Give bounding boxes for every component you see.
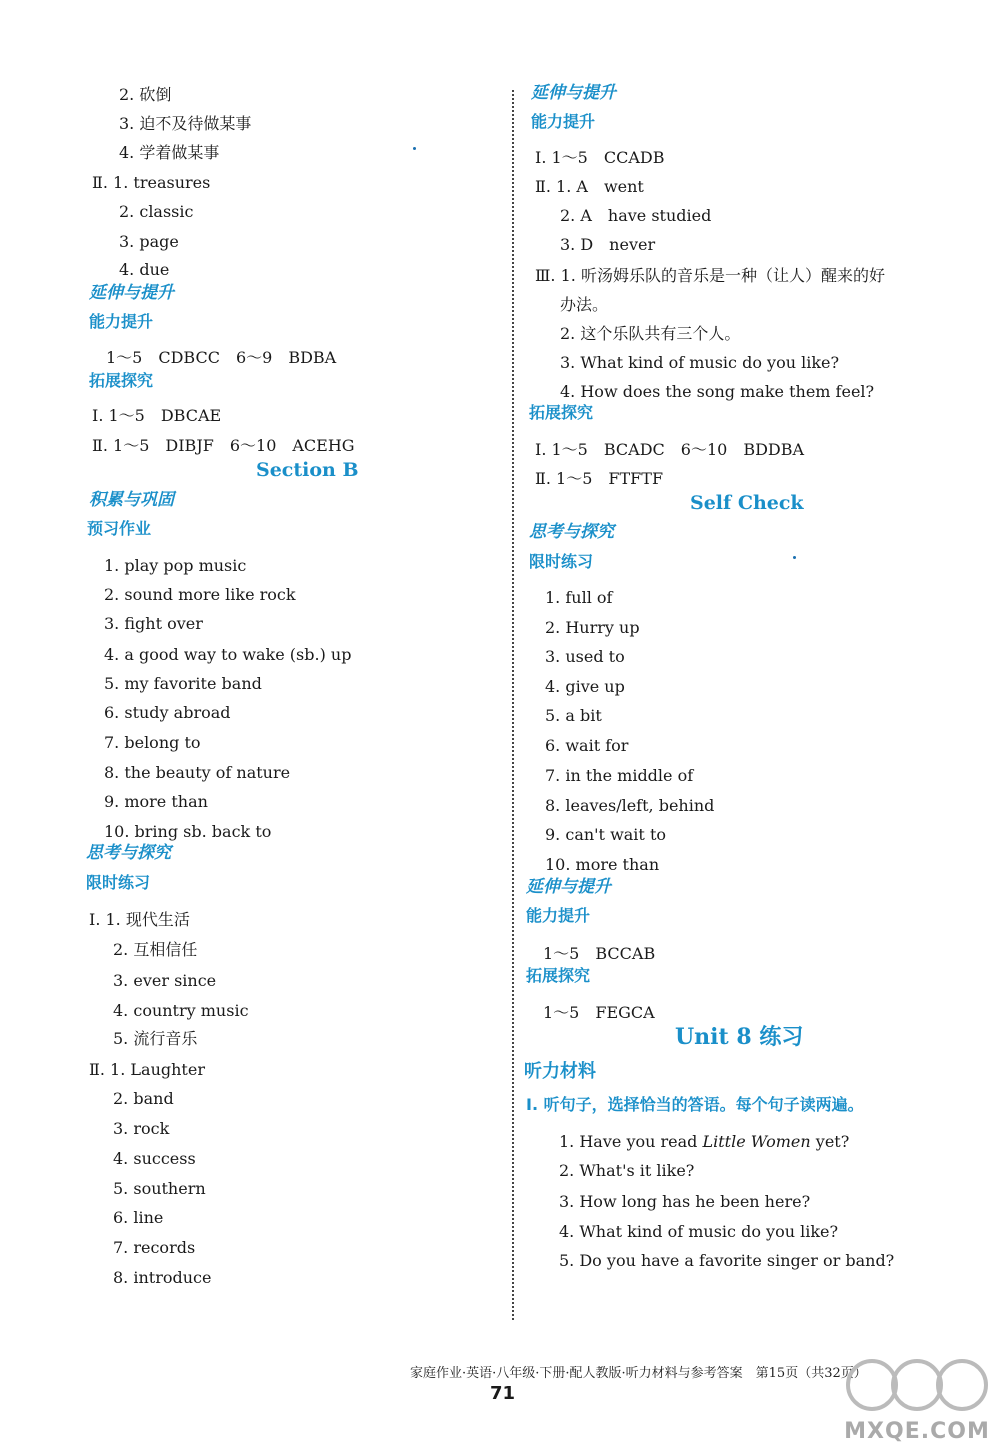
answer-line: 3. page <box>119 232 179 251</box>
answer-line: 2. 砍倒 <box>119 85 172 104</box>
answer-line: 9. more than <box>104 792 208 811</box>
answer-line: 3. ever since <box>113 971 217 990</box>
answer-line: 5. my favorite band <box>104 674 262 693</box>
question-text: yet? <box>810 1132 850 1151</box>
answer-line: 1. full of <box>545 588 613 607</box>
answer-line: 2. sound more like rock <box>104 585 296 604</box>
heading-tingli: 听力材料 <box>524 1061 596 1082</box>
answer-line: 6. study abroad <box>104 703 231 722</box>
question-line: 3. How long has he been here? <box>559 1192 811 1211</box>
answer-line: 7. records <box>113 1238 196 1257</box>
answer-line: 2. A have studied <box>560 206 712 225</box>
answer-line: Ⅱ. 1. treasures <box>92 173 211 192</box>
answer-line: 4. success <box>113 1149 196 1168</box>
question-line: 4. What kind of music do you like? <box>559 1222 839 1241</box>
heading-yanshen: 延伸与提升 <box>89 283 174 303</box>
answer-line: 4. 学着做某事 <box>119 143 220 162</box>
subheading-xianshi: 限时练习 <box>86 873 151 892</box>
speck <box>413 147 416 150</box>
answer-line: 4. give up <box>545 677 625 696</box>
answer-line: 3. rock <box>113 1119 170 1138</box>
answer-line: 3. fight over <box>104 614 203 633</box>
answer-line: 1～5 BCCAB <box>543 944 656 963</box>
question-line <box>559 1132 849 1152</box>
answer-line: 1. play pop music <box>104 556 247 575</box>
subheading-nengli: 能力提升 <box>89 312 154 331</box>
answer-line: 6. wait for <box>545 736 629 755</box>
answer-line: 9. can't wait to <box>545 825 666 844</box>
book-title: Little Women <box>702 1132 811 1151</box>
question-line: 2. What's it like? <box>559 1161 695 1180</box>
unit-title: Unit 8 练习 <box>675 1024 804 1050</box>
answer-line: 8. the beauty of nature <box>104 763 291 782</box>
heading-yanshen: 延伸与提升 <box>531 83 616 103</box>
answer-line: 1～5 FEGCA <box>543 1003 655 1022</box>
answer-line: 办法。 <box>560 295 609 314</box>
answer-line: 3. used to <box>545 647 625 666</box>
subheading-tuozhan: 拓展探究 <box>89 371 154 390</box>
answer-line: Ⅱ. 1. A went <box>535 177 644 196</box>
question-line: 5. Do you have a favorite singer or band? <box>559 1251 895 1270</box>
answer-line: 4. a good way to wake (sb.) up <box>104 645 352 664</box>
answer-line: 3. 迫不及待做某事 <box>119 114 252 133</box>
answer-line: 2. band <box>113 1089 174 1108</box>
answer-line: Ⅰ. 1～5 CCADB <box>535 148 665 167</box>
heading-jilei: 积累与巩固 <box>89 490 174 510</box>
subheading-xianshi: 限时练习 <box>529 552 594 571</box>
column-divider <box>512 90 514 1320</box>
question-text: 1. Have you read <box>559 1132 703 1151</box>
answer-line: 5. southern <box>113 1179 206 1198</box>
answer-line: 7. in the middle of <box>545 766 694 785</box>
section-title: Self Check <box>690 492 804 514</box>
answer-line: Ⅲ. 1. 听汤姆乐队的音乐是一种（让人）醒来的好 <box>535 266 885 285</box>
svg-text:MXQE.COM: MXQE.COM <box>844 1419 990 1444</box>
answer-line: Ⅰ. 1. 现代生活 <box>89 910 190 929</box>
answer-line: 2. classic <box>119 202 194 221</box>
subheading-tuozhan: 拓展探究 <box>529 403 594 422</box>
page-number: 71 <box>490 1383 516 1404</box>
heading-yanshen: 延伸与提升 <box>526 877 611 897</box>
watermark-logo <box>842 1355 992 1447</box>
subheading-nengli: 能力提升 <box>531 112 596 131</box>
answer-line: 6. line <box>113 1208 164 1227</box>
subheading-nengli: 能力提升 <box>526 906 591 925</box>
heading-sikao: 思考与探究 <box>86 843 171 863</box>
answer-line: 4. due <box>119 260 170 279</box>
answer-line: 2. 这个乐队共有三个人。 <box>560 324 741 343</box>
answer-line: 5. 流行音乐 <box>113 1029 198 1048</box>
answer-line: 5. a bit <box>545 706 602 725</box>
answer-line: Ⅱ. 1～5 FTFTF <box>535 469 664 488</box>
answer-line: 7. belong to <box>104 733 201 752</box>
answer-line: 4. country music <box>113 1001 249 1020</box>
instruction: Ⅰ. 听句子，选择恰当的答语。每个句子读两遍。 <box>526 1095 864 1114</box>
answer-line: 4. How does the song make them feel? <box>560 382 875 401</box>
answer-line: 10. bring sb. back to <box>104 822 272 841</box>
answer-line: 8. introduce <box>113 1268 212 1287</box>
answer-line: 8. leaves/left, behind <box>545 796 715 815</box>
answer-line: Ⅱ. 1～5 DIBJF 6～10 ACEHG <box>92 436 355 455</box>
subheading-yuxi: 预习作业 <box>87 519 152 538</box>
answer-line: 2. Hurry up <box>545 618 640 637</box>
answer-line: 3. D never <box>560 235 656 254</box>
page-footer: 家庭作业·英语·八年级·下册·配人教版·听力材料与参考答案 第15页（共32页） <box>410 1366 867 1381</box>
heading-sikao: 思考与探究 <box>529 522 614 542</box>
answer-line: Ⅰ. 1～5 DBCAE <box>92 406 222 425</box>
section-title: Section B <box>256 459 359 481</box>
answer-line: 2. 互相信任 <box>113 940 198 959</box>
subheading-tuozhan: 拓展探究 <box>526 966 591 985</box>
answer-line: 10. more than <box>545 855 660 874</box>
answer-line: Ⅰ. 1～5 BCADC 6～10 BDDBA <box>535 440 805 459</box>
answer-line: 1～5 CDBCC 6～9 BDBA <box>106 348 337 367</box>
speck <box>793 556 796 559</box>
answer-line: 3. What kind of music do you like? <box>560 353 840 372</box>
answer-line: Ⅱ. 1. Laughter <box>89 1060 205 1079</box>
